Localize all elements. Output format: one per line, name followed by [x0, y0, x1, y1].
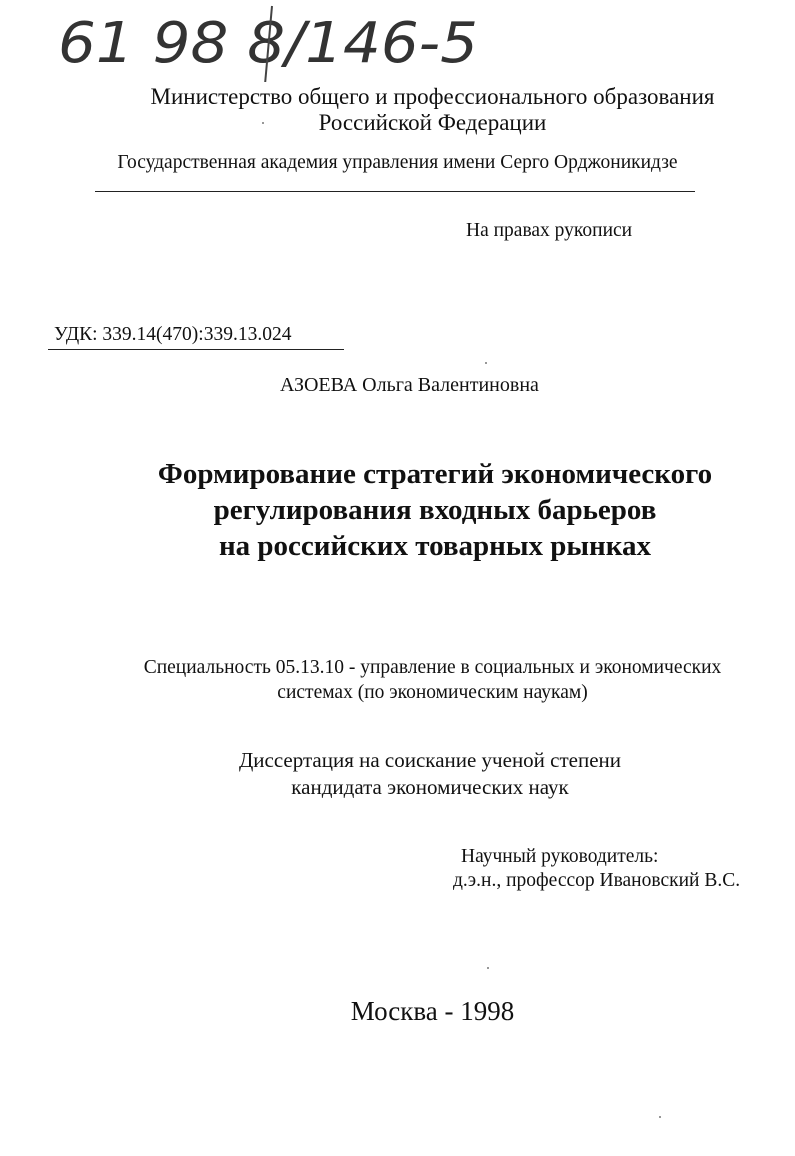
supervisor-name: д.э.н., профессор Ивановский В.С.	[453, 870, 741, 891]
scan-speck	[262, 122, 264, 124]
scan-speck	[659, 1116, 661, 1118]
author-name: АЗОЕВА Ольга Валентиновна	[280, 374, 539, 396]
handwritten-mark-text: 61 98 8/146-5	[58, 11, 478, 76]
dissertation-title	[90, 456, 780, 564]
manuscript-rights-note: На правах рукописи	[466, 220, 633, 241]
degree-statement	[90, 747, 770, 801]
supervisor-block	[453, 845, 740, 893]
specialty-statement	[60, 655, 795, 705]
supervisor-label: Научный руководитель:	[461, 846, 659, 867]
degree-line-2: кандидата экономических наук	[291, 775, 569, 799]
academy-underline	[95, 191, 695, 192]
udk-code: УДК: 339.14(470):339.13.024	[54, 324, 292, 345]
title-line-3: на российских товарных рынках	[218, 530, 652, 562]
scan-speck	[485, 362, 487, 364]
ministry-heading	[0, 84, 795, 136]
city-year: Москва - 1998	[350, 996, 515, 1026]
ministry-line-2: Российской Федерации	[318, 110, 547, 135]
specialty-line-1: Специальность 05.13.10 - управление в социальных и экономических	[143, 657, 722, 678]
degree-line-1: Диссертация на соискание ученой степени	[238, 748, 622, 772]
udk-underline	[48, 349, 344, 350]
academy-name: Государственная академия управления имени Серго Орджоникидзе	[117, 152, 678, 173]
title-line-1: Формирование стратегий экономического	[157, 458, 713, 490]
scan-speck	[487, 967, 489, 969]
handwritten-archive-mark	[40, 0, 500, 82]
ministry-line-1: Министерство общего и профессионального образования	[150, 84, 715, 109]
specialty-line-2: системах (по экономическим наукам)	[277, 682, 588, 703]
title-line-2: регулирования входных барьеров	[213, 494, 657, 526]
